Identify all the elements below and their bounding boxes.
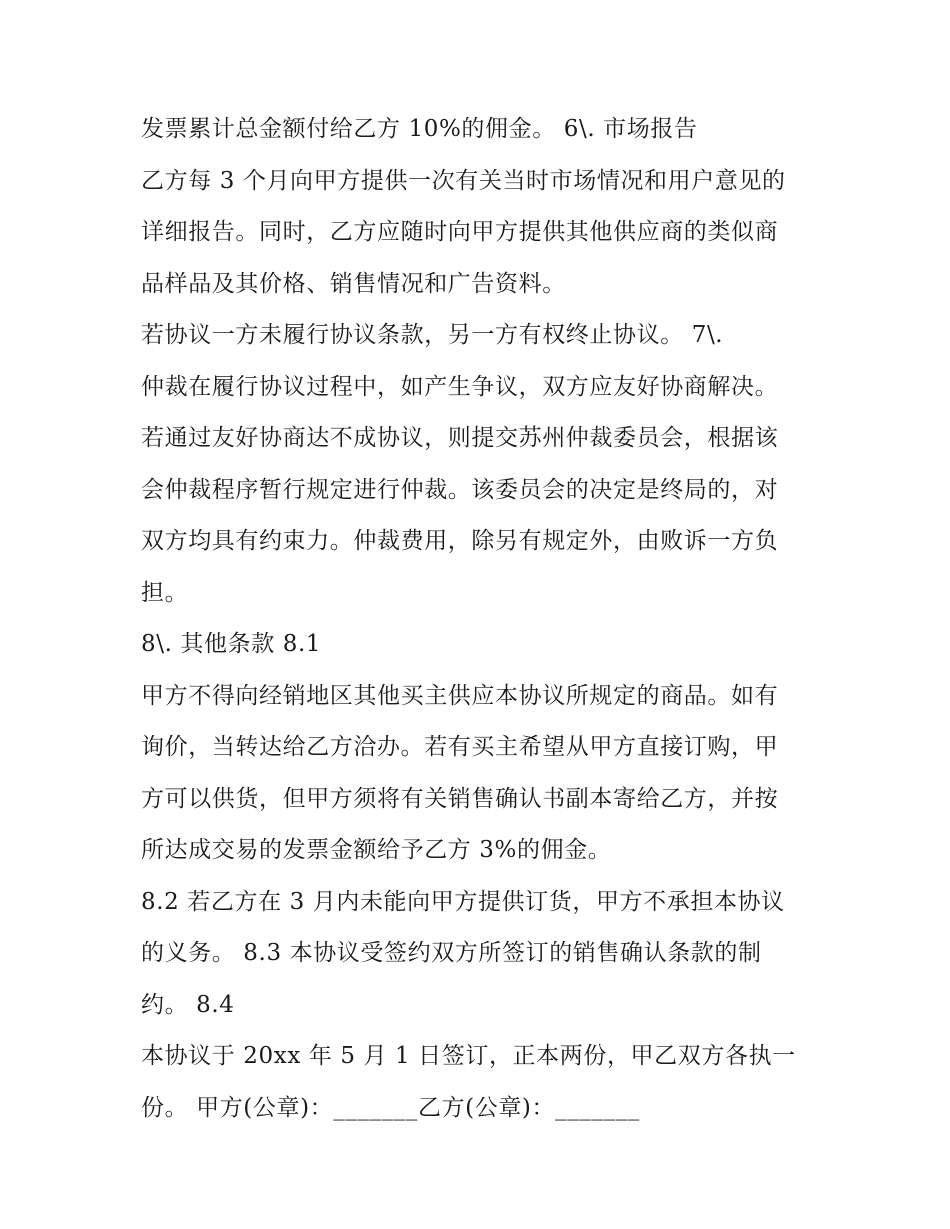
- text-line: 询价，当转达给乙方洽办。若有买主希望从甲方直接订购，甲: [141, 734, 779, 760]
- section-heading-other-terms: 8\. 其他条款 8.1: [141, 631, 322, 657]
- text-line: 若通过友好协商达不成协议，则提交苏州仲裁委员会，根据该: [141, 425, 779, 451]
- text-line: 发票累计总金额付给乙方 10%的佣金。 6\. 市场报告: [141, 116, 698, 142]
- text-line: 甲方不得向经销地区其他买主供应本协议所规定的商品。如有: [141, 682, 779, 709]
- text-line: 所达成交易的发票金额给予乙方 3%的佣金。: [141, 837, 612, 863]
- text-line: 本协议于 20xx 年 5 月 1 日签订，正本两份，甲乙双方各执一: [141, 1043, 796, 1069]
- text-line: 方可以供货，但甲方须将有关销售确认书副本寄给乙方，并按: [141, 785, 779, 812]
- text-line: 担。: [141, 579, 189, 606]
- text-line: 8.2 若乙方在 3 月内未能向甲方提供订货，甲方不承担本协议: [141, 888, 785, 915]
- document-body: [141, 108, 821, 1138]
- signature-line: 份。 甲方(公章)：_______乙方(公章)：_______: [141, 1094, 640, 1121]
- text-line: 双方均具有约束力。仲裁费用，除另有规定外，由败诉一方负: [141, 528, 779, 554]
- text-line: 若协议一方未履行协议条款，另一方有权终止协议。 7\.: [141, 322, 724, 348]
- text-line: 品样品及其价格、销售情况和广告资料。: [141, 270, 566, 297]
- text-line: 约。 8.4: [141, 991, 235, 1018]
- text-line: 的义务。 8.3 本协议受签约双方所签订的销售确认条款的制: [141, 940, 762, 966]
- text-line: 乙方每 3 个月向甲方提供一次有关当时市场情况和用户意见的: [141, 167, 786, 194]
- text-line: 会仲裁程序暂行规定进行仲裁。该委员会的决定是终局的，对: [141, 476, 779, 503]
- text-line: 仲裁在履行协议过程中，如产生争议，双方应友好协商解决。: [141, 373, 779, 400]
- text-line: 详细报告。同时，乙方应随时向甲方提供其他供应商的类似商: [141, 219, 779, 245]
